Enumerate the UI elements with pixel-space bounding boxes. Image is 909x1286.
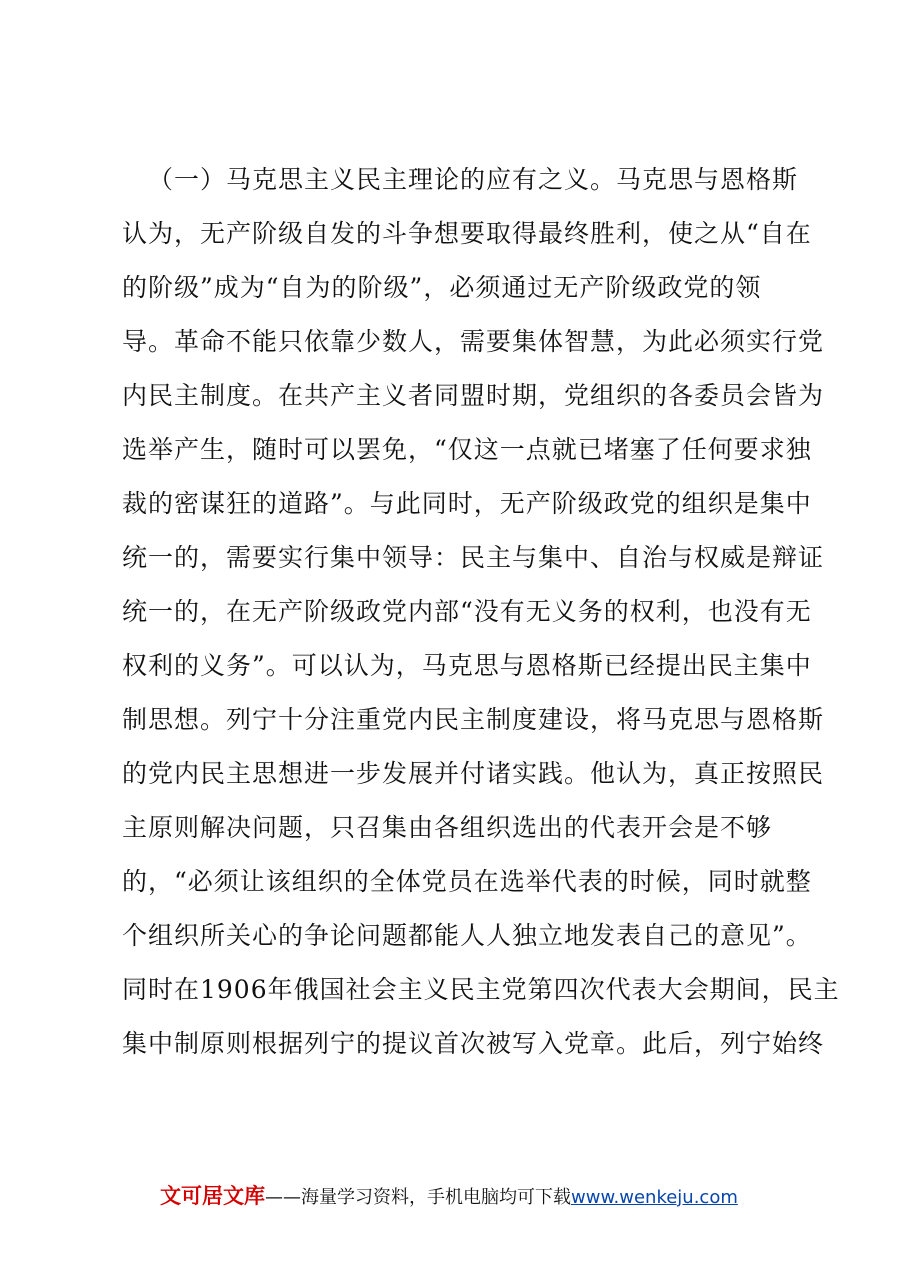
footer-brand: 文可居文库 xyxy=(160,1184,265,1208)
text-line: 统一的，在无产阶级政党内部“没有无义务的权利，也没有无 xyxy=(122,597,812,626)
footer-link[interactable]: www.wenkeju.com xyxy=(571,1187,738,1208)
footer-tagline: ——海量学习资料，手机电脑均可下载 xyxy=(265,1187,571,1208)
text-line: 个组织所关心的争论问题都能人人独立地发表自己的意见”。 xyxy=(122,921,812,950)
text-line: 制思想。列宁十分注重党内民主制度建设，将马克思与恩格斯 xyxy=(122,705,825,734)
text-line: 的阶级”成为“自为的阶级”，必须通过无产阶级政党的领 xyxy=(122,273,762,302)
text-line: 统一的，需要实行集中领导：民主与集中、自治与权威是辩证 xyxy=(122,543,825,572)
text-line: 同时在1906年俄国社会主义民主党第四次代表大会期间，民主 xyxy=(122,975,840,1004)
text-line: 裁的密谋狂的道路”。与此同时，无产阶级政党的组织是集中 xyxy=(122,489,812,518)
text-line: 导。革命不能只依靠少数人，需要集体智慧，为此必须实行党 xyxy=(122,327,825,356)
text-line: 的，“必须让该组织的全体党员在选举代表的时候，同时就整 xyxy=(122,867,812,896)
footer-banner xyxy=(160,1180,738,1212)
text-line: 选举产生，随时可以罢免，“仅这一点就已堵塞了任何要求独 xyxy=(122,435,812,464)
text-line: （一）马克思主义民主理论的应有之义。马克思与恩格斯 xyxy=(148,165,799,194)
text-line: 主原则解决问题，只召集由各组织选出的代表开会是不够 xyxy=(122,813,773,842)
text-line: 内民主制度。在共产主义者同盟时期，党组织的各委员会皆为 xyxy=(122,381,825,410)
text-line: 集中制原则根据列宁的提议首次被写入党章。此后，列宁始终 xyxy=(122,1029,825,1058)
text-line: 认为，无产阶级自发的斗争想要取得最终胜利，使之从“自在 xyxy=(122,219,812,248)
text-line: 的党内民主思想进一步发展并付诸实践。他认为，真正按照民 xyxy=(122,759,825,788)
text-line: 权利的义务”。可以认为，马克思与恩格斯已经提出民主集中 xyxy=(122,651,812,680)
